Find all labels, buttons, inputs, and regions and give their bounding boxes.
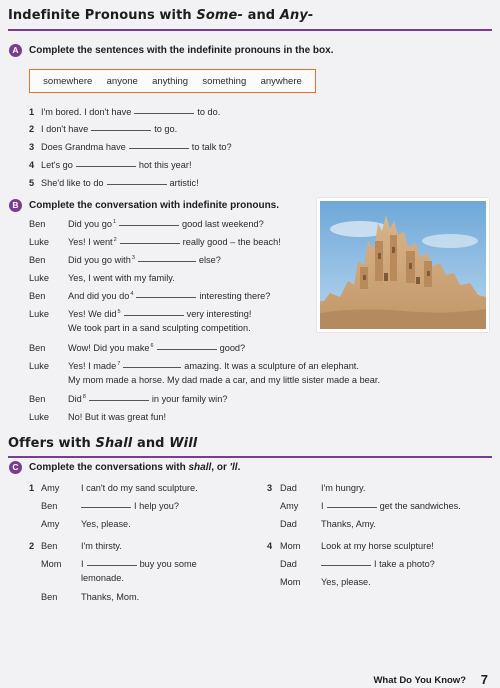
conversation-number: 3	[267, 483, 273, 493]
answer-blank[interactable]	[129, 148, 189, 149]
dialogue-text: else?	[198, 255, 221, 266]
exercise-a-badge: A	[9, 44, 22, 57]
dialogue-line	[68, 219, 264, 229]
dialogue-line	[68, 343, 245, 353]
dialogue-text: Wow! Did you make	[68, 343, 150, 354]
dialogue-line	[68, 255, 221, 265]
dialogue-line-continued: My mom made a horse. My dad made a car, and my little sister made a bear.	[68, 375, 380, 385]
dialogue-line-continued: We took part in a sand sculpting competition.	[68, 323, 251, 333]
speaker: Mom	[41, 559, 62, 569]
speaker: Ben	[29, 394, 46, 404]
word-anything: anything	[152, 75, 189, 87]
item-text: Does Grandma have	[41, 142, 126, 152]
speaker: Mom	[280, 577, 301, 587]
instruction-emphasis: 'll	[229, 462, 238, 473]
answer-blank[interactable]	[107, 184, 167, 185]
speaker: Mom	[280, 541, 301, 551]
speaker: Luke	[29, 309, 49, 319]
dialogue-text: interesting there?	[199, 291, 271, 302]
dialogue-line: Look at my horse sculpture!	[321, 541, 434, 551]
dialogue-text: Did you go with	[68, 255, 131, 266]
dialogue-text: really good – the beach!	[182, 237, 281, 248]
answer-blank[interactable]	[89, 400, 149, 401]
answer-blank[interactable]	[136, 297, 196, 298]
exercise-a-item-5	[29, 178, 199, 188]
item-number: 3	[29, 142, 35, 152]
item-number: 1	[29, 107, 35, 117]
item-text: to talk to?	[191, 142, 232, 152]
speaker: Ben	[41, 592, 58, 602]
dialogue-line	[81, 559, 197, 569]
word-box	[29, 69, 316, 93]
speaker: Luke	[29, 361, 49, 371]
footer-unit-title: What Do You Know?	[373, 675, 466, 686]
exercise-b-instruction: Complete the conversation with indefinite pronouns.	[29, 200, 280, 211]
dialogue-line: Yes, please.	[81, 519, 131, 529]
conversation-number: 4	[267, 541, 273, 551]
answer-blank[interactable]	[81, 507, 131, 508]
item-text: Let's go	[41, 160, 73, 170]
speaker: Luke	[29, 237, 49, 247]
blank-number: 5	[117, 309, 121, 315]
title-text: and	[132, 436, 170, 451]
dialogue-text: I help you?	[134, 501, 179, 511]
dialogue-line	[321, 501, 461, 511]
blank-number: 7	[117, 361, 121, 367]
dialogue-text: buy you some	[139, 559, 197, 569]
dialogue-line	[68, 412, 166, 422]
exercise-a-item-4	[29, 160, 192, 170]
item-text: to do.	[197, 107, 221, 117]
dialogue-text: Did you go	[68, 219, 112, 230]
dialogue-line: Thanks, Mom.	[81, 592, 140, 602]
dialogue-text: in your family win?	[151, 394, 228, 405]
title-text: Indefinite Pronouns with	[8, 8, 197, 23]
exercise-a-item-2	[29, 124, 177, 134]
dialogue-line: Thanks, Amy.	[321, 519, 376, 529]
exercise-a-instruction: Complete the sentences with the indefinite pronouns in the box.	[29, 45, 334, 56]
dialogue-line	[81, 501, 179, 511]
dialogue-line	[68, 394, 227, 404]
word-anywhere: anywhere	[260, 75, 302, 87]
answer-blank[interactable]	[124, 315, 184, 316]
speaker: Ben	[29, 343, 46, 353]
answer-blank[interactable]	[76, 166, 136, 167]
answer-blank[interactable]	[327, 507, 377, 508]
section-a-title	[8, 8, 313, 23]
exercise-a-item-3	[29, 142, 232, 152]
word-something: something	[202, 75, 247, 87]
blank-number: 4	[130, 291, 134, 297]
exercise-a-item-1	[29, 107, 220, 117]
blank-number: 8	[82, 394, 86, 400]
speaker: Amy	[280, 501, 299, 511]
title-emphasis: Shall	[95, 436, 133, 451]
dialogue-line	[68, 273, 175, 283]
item-text: I don't have	[41, 124, 89, 134]
speaker: Ben	[29, 291, 46, 301]
speaker: Dad	[280, 559, 297, 569]
answer-blank[interactable]	[123, 367, 181, 368]
answer-blank[interactable]	[138, 261, 196, 262]
dialogue-text: Yes! I went	[68, 237, 113, 248]
conversation-number: 1	[29, 483, 35, 493]
speaker: Dad	[280, 519, 297, 529]
dialogue-text: No! But it was great fun!	[68, 412, 167, 422]
blank-number: 1	[112, 219, 116, 225]
speaker: Luke	[29, 412, 49, 422]
speaker: Dad	[280, 483, 297, 493]
title-text: and	[242, 8, 280, 23]
dialogue-text: I	[321, 501, 324, 511]
answer-blank[interactable]	[119, 225, 179, 226]
section-c-title	[8, 436, 197, 451]
exercise-b-badge: B	[9, 199, 22, 212]
dialogue-line: Yes, please.	[321, 577, 371, 587]
dialogue-text: amazing. It was a sculpture of an elephant.	[184, 361, 359, 372]
dialogue-line	[321, 559, 435, 569]
dialogue-text: Yes, I went with my family.	[68, 273, 175, 283]
dialogue-text: good?	[219, 343, 246, 354]
dialogue-line: I can't do my sand sculpture.	[81, 483, 198, 493]
blank-number: 3	[131, 255, 135, 261]
item-text: She'd like to do	[41, 178, 104, 188]
dialogue-line	[68, 291, 270, 301]
dialogue-text: get the sandwiches.	[379, 501, 461, 511]
blank-number: 6	[150, 343, 154, 349]
speaker: Ben	[41, 541, 58, 551]
word-anyone: anyone	[106, 75, 138, 87]
answer-blank[interactable]	[134, 113, 194, 114]
item-text: I'm bored. I don't have	[41, 107, 132, 117]
instruction-text: , or	[211, 462, 230, 473]
speaker: Amy	[41, 519, 60, 529]
item-number: 5	[29, 178, 35, 188]
title-emphasis: Any-	[279, 8, 314, 23]
dialogue-line-continued: lemonade.	[81, 573, 124, 583]
speaker: Ben	[29, 219, 46, 229]
item-text: to go.	[154, 124, 178, 134]
sand-castle-photo	[317, 198, 489, 332]
conversation-number: 2	[29, 541, 35, 551]
word-somewhere: somewhere	[43, 75, 93, 87]
item-number: 2	[29, 124, 35, 134]
dialogue-text: Yes! We did	[68, 309, 117, 320]
title-text: Offers with	[8, 436, 96, 451]
exercise-c-badge: C	[9, 461, 22, 474]
instruction-text: .	[237, 462, 241, 473]
answer-blank[interactable]	[321, 565, 371, 566]
item-number: 4	[29, 160, 35, 170]
title-emphasis: Will	[169, 436, 198, 451]
dialogue-text: good last weekend?	[182, 219, 264, 230]
sand-castle-illustration	[320, 201, 486, 329]
instruction-emphasis: shall	[188, 462, 212, 473]
dialogue-line	[68, 361, 359, 371]
answer-blank[interactable]	[157, 349, 217, 350]
page-number: 7	[480, 672, 488, 687]
answer-blank[interactable]	[120, 243, 180, 244]
section-a-rule	[8, 29, 492, 31]
item-text: hot this year!	[138, 160, 192, 170]
speaker: Luke	[29, 273, 49, 283]
answer-blank[interactable]	[91, 130, 151, 131]
dialogue-line: I'm thirsty.	[81, 541, 122, 551]
title-emphasis: Some-	[196, 8, 243, 23]
dialogue-text: very interesting!	[186, 309, 252, 320]
dialogue-text: Did	[68, 394, 82, 405]
dialogue-line: I'm hungry.	[321, 483, 366, 493]
item-text: artistic!	[169, 178, 199, 188]
dialogue-line	[68, 309, 251, 319]
dialogue-text: I	[81, 559, 84, 569]
dialogue-text: Yes! I made	[68, 361, 117, 372]
section-c-rule	[8, 456, 492, 458]
dialogue-line	[68, 237, 281, 247]
dialogue-text: And did you do	[68, 291, 130, 302]
speaker: Ben	[41, 501, 58, 511]
dialogue-text: I take a photo?	[374, 559, 435, 569]
blank-number: 2	[113, 237, 117, 243]
speaker: Amy	[41, 483, 60, 493]
speaker: Ben	[29, 255, 46, 265]
answer-blank[interactable]	[87, 565, 137, 566]
instruction-text: Complete the conversations with	[29, 462, 189, 473]
exercise-c-instruction	[29, 462, 240, 473]
